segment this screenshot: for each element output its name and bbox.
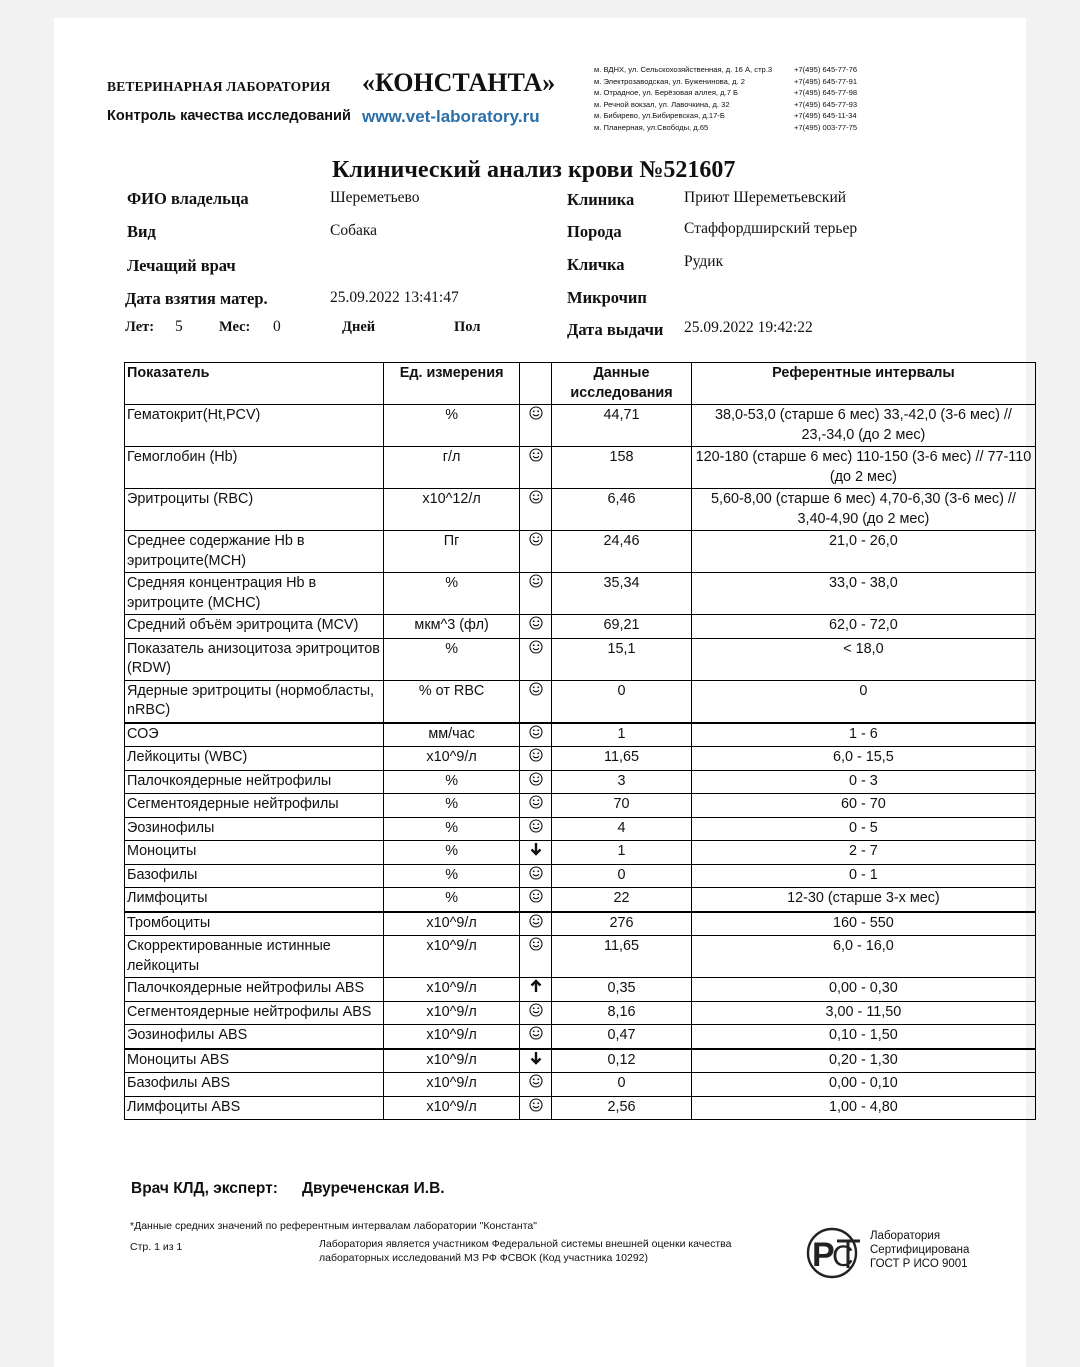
result-value: 6,46	[552, 489, 692, 531]
parameter-unit: % от RBC	[383, 680, 519, 723]
table-row	[125, 680, 1036, 723]
table-row	[125, 489, 1036, 531]
address-phone: +7(495) 645-11-34	[794, 111, 857, 121]
parameter-name: Базофилы	[125, 864, 384, 888]
smiley-normal-icon	[529, 1003, 543, 1017]
parameter-unit: x10^9/л	[383, 1049, 519, 1073]
parameter-unit: %	[383, 817, 519, 841]
months-value: 0	[273, 318, 281, 335]
result-value: 11,65	[552, 936, 692, 978]
result-flag	[520, 794, 552, 818]
months-label: Мес:	[219, 319, 251, 335]
header-result: Данные исследования	[552, 363, 692, 405]
table-row	[125, 770, 1036, 794]
address-row	[594, 99, 857, 111]
result-value: 2,56	[552, 1096, 692, 1120]
table-row	[125, 638, 1036, 680]
date-taken-label: Дата взятия матер.	[125, 289, 268, 308]
reference-range: 0 - 1	[691, 864, 1035, 888]
parameter-unit: %	[383, 888, 519, 912]
result-flag	[520, 1001, 552, 1025]
pet-name-label: Кличка	[567, 255, 625, 274]
smiley-normal-icon	[529, 490, 543, 504]
table-row	[125, 573, 1036, 615]
result-flag	[520, 723, 552, 747]
reference-range: 0 - 5	[691, 817, 1035, 841]
table-row	[125, 447, 1036, 489]
result-flag	[520, 864, 552, 888]
svg-text:С: С	[832, 1240, 854, 1273]
table-row	[125, 1049, 1036, 1073]
fsvok-line-2: лабораторных исследований МЗ РФ ФСВОК (Код участника 10292)	[319, 1252, 649, 1264]
result-flag	[520, 978, 552, 1002]
date-taken-value: 25.09.2022 13:41:47	[330, 289, 459, 306]
issue-date-label: Дата выдачи	[567, 320, 664, 339]
parameter-name: Эозинофилы ABS	[125, 1025, 384, 1049]
result-value: 35,34	[552, 573, 692, 615]
pet-name-value: Рудик	[684, 253, 724, 270]
table-row	[125, 723, 1036, 747]
table-row	[125, 1001, 1036, 1025]
parameter-name: Лейкоциты (WBC)	[125, 747, 384, 771]
smiley-normal-icon	[529, 937, 543, 951]
smiley-normal-icon	[529, 725, 543, 739]
result-value: 3	[552, 770, 692, 794]
results-table	[124, 362, 1036, 1120]
parameter-unit: %	[383, 573, 519, 615]
reference-note: *Данные средних значений по референтным интервалам лаборатории "Константа"	[130, 1220, 537, 1232]
parameter-unit: x10^9/л	[383, 936, 519, 978]
parameter-unit: x10^9/л	[383, 747, 519, 771]
table-row	[125, 531, 1036, 573]
smiley-normal-icon	[529, 448, 543, 462]
result-value: 15,1	[552, 638, 692, 680]
doctor-label: Лечащий врач	[127, 256, 236, 275]
header-flag	[520, 363, 552, 405]
parameter-unit: x10^9/л	[383, 1001, 519, 1025]
table-row	[125, 1073, 1036, 1097]
parameter-unit: %	[383, 794, 519, 818]
certification-logo-icon	[802, 1226, 864, 1280]
address-text: м. Речной вокзал, ул. Лавочкина, д. 32	[594, 99, 730, 109]
cert-line-2: Сертифицирована	[870, 1244, 970, 1256]
years-value: 5	[175, 318, 183, 335]
parameter-unit: x10^9/л	[383, 1096, 519, 1120]
parameter-name: Лимфоциты	[125, 888, 384, 912]
result-value: 11,65	[552, 747, 692, 771]
reference-range: 38,0-53,0 (старше 6 мес) 33,-42,0 (3-6 мес) // 23,-34,0 (до 2 мес)	[691, 405, 1035, 447]
chip-label: Микрочип	[567, 288, 647, 307]
reference-range: 6,0 - 16,0	[691, 936, 1035, 978]
table-row	[125, 936, 1036, 978]
result-flag	[520, 405, 552, 447]
result-value: 0	[552, 864, 692, 888]
parameter-unit: x10^12/л	[383, 489, 519, 531]
smiley-normal-icon	[529, 682, 543, 696]
parameter-unit: мм/час	[383, 723, 519, 747]
smiley-normal-icon	[529, 889, 543, 903]
parameter-name: Скорректированные истинные лейкоциты	[125, 936, 384, 978]
result-value: 0	[552, 1073, 692, 1097]
table-row	[125, 888, 1036, 912]
result-flag	[520, 638, 552, 680]
reference-range: 12-30 (старше 3-х мес)	[691, 888, 1035, 912]
expert-label: Врач КЛД, эксперт:	[131, 1180, 278, 1197]
table-row	[125, 405, 1036, 447]
report-page	[54, 18, 1032, 1367]
species-value: Собака	[330, 222, 378, 239]
result-value: 8,16	[552, 1001, 692, 1025]
result-flag	[520, 1096, 552, 1120]
address-row	[594, 110, 857, 122]
result-flag	[520, 1073, 552, 1097]
issue-date-value: 25.09.2022 19:42:22	[684, 319, 813, 336]
result-value: 4	[552, 817, 692, 841]
header-parameter: Показатель	[125, 363, 384, 405]
address-phone: +7(495) 645-77-91	[794, 76, 858, 86]
owner-label: ФИО владельца	[127, 189, 249, 208]
table-row	[125, 1096, 1036, 1120]
result-flag	[520, 615, 552, 639]
reference-range: 0,00 - 0,10	[691, 1073, 1035, 1097]
result-flag	[520, 1025, 552, 1049]
table-row	[125, 794, 1036, 818]
lab-name: «КОНСТАНТА»	[362, 68, 556, 97]
lab-prefix: ВЕТЕРИНАРНАЯ ЛАБОРАТОРИЯ	[107, 79, 331, 94]
table-row	[125, 912, 1036, 936]
years-label: Лет:	[125, 319, 155, 335]
clinic-label: Клиника	[567, 190, 635, 209]
lab-addresses	[594, 64, 857, 134]
reference-range: < 18,0	[691, 638, 1035, 680]
address-text: м. Бибирево, ул.Бибиревская, д.17-Б	[594, 111, 725, 121]
smiley-normal-icon	[529, 574, 543, 588]
parameter-unit: x10^9/л	[383, 912, 519, 936]
fsvok-line-1: Лаборатория является участником Федеральной системы внешней оценки качества	[319, 1238, 732, 1250]
smiley-normal-icon	[529, 532, 543, 546]
parameter-name: Лимфоциты ABS	[125, 1096, 384, 1120]
parameter-unit: x10^9/л	[383, 1073, 519, 1097]
reference-range: 0 - 3	[691, 770, 1035, 794]
result-value: 70	[552, 794, 692, 818]
smiley-normal-icon	[529, 772, 543, 786]
parameter-name: Моноциты	[125, 841, 384, 865]
parameter-name: Гематокрит(Ht,PCV)	[125, 405, 384, 447]
parameter-name: Базофилы ABS	[125, 1073, 384, 1097]
address-phone: +7(495) 645-77-93	[794, 99, 858, 109]
lab-website-link[interactable]: www.vet-laboratory.ru	[362, 107, 540, 126]
smiley-normal-icon	[529, 1074, 543, 1088]
parameter-unit: %	[383, 864, 519, 888]
clinic-value: Приют Шереметьевский	[684, 189, 847, 206]
reference-range: 6,0 - 15,5	[691, 747, 1035, 771]
reference-range: 62,0 - 72,0	[691, 615, 1035, 639]
result-value: 158	[552, 447, 692, 489]
breed-value: Стаффордширский терьер	[684, 220, 858, 237]
reference-range: 1,00 - 4,80	[691, 1096, 1035, 1120]
address-text: м. Электрозаводская, ул. Буженинова, д. 2	[594, 76, 745, 86]
arrow-down-low-icon	[529, 842, 543, 856]
result-value: 276	[552, 912, 692, 936]
species-label: Вид	[127, 222, 156, 241]
table-row	[125, 615, 1036, 639]
address-phone: +7(495) 645-77-76	[794, 65, 858, 74]
reference-range: 21,0 - 26,0	[691, 531, 1035, 573]
result-flag	[520, 531, 552, 573]
result-value: 44,71	[552, 405, 692, 447]
result-value: 0,47	[552, 1025, 692, 1049]
result-flag	[520, 447, 552, 489]
address-text: м. Отрадное, ул. Берёзовая аллея, д.7 Б	[594, 88, 739, 98]
table-row	[125, 841, 1036, 865]
smiley-normal-icon	[529, 406, 543, 420]
owner-value: Шереметьево	[330, 189, 420, 206]
result-flag	[520, 747, 552, 771]
parameter-unit: %	[383, 841, 519, 865]
address-row	[594, 64, 857, 76]
table-row	[125, 978, 1036, 1002]
result-value: 0,35	[552, 978, 692, 1002]
parameter-unit: Пг	[383, 531, 519, 573]
parameter-unit: мкм^3 (фл)	[383, 615, 519, 639]
address-row	[594, 122, 857, 134]
svg-text:Р: Р	[812, 1236, 835, 1274]
result-value: 0	[552, 680, 692, 723]
table-header-row	[125, 363, 1036, 405]
address-row	[594, 87, 857, 99]
parameter-unit: x10^9/л	[383, 1025, 519, 1049]
reference-range: 0,10 - 1,50	[691, 1025, 1035, 1049]
parameter-name: Тромбоциты	[125, 912, 384, 936]
result-value: 69,21	[552, 615, 692, 639]
table-row	[125, 1025, 1036, 1049]
parameter-unit: %	[383, 405, 519, 447]
smiley-normal-icon	[529, 616, 543, 630]
result-flag	[520, 489, 552, 531]
result-flag	[520, 841, 552, 865]
result-flag	[520, 680, 552, 723]
reference-range: 5,60-8,00 (старше 6 мес) 4,70-6,30 (3-6 мес) // 3,40-4,90 (до 2 мес)	[691, 489, 1035, 531]
smiley-normal-icon	[529, 640, 543, 654]
reference-range: 1 - 6	[691, 723, 1035, 747]
cert-line-3: ГОСТ Р ИСО 9001	[870, 1258, 968, 1270]
parameter-name: Среднее содержание Hb в эритроците(MCH)	[125, 531, 384, 573]
result-flag	[520, 1049, 552, 1073]
arrow-up-high-icon	[529, 979, 543, 993]
reference-range: 33,0 - 38,0	[691, 573, 1035, 615]
result-value: 24,46	[552, 531, 692, 573]
parameter-name: Сегментоядерные нейтрофилы ABS	[125, 1001, 384, 1025]
parameter-name: Гемоглобин (Hb)	[125, 447, 384, 489]
table-row	[125, 864, 1036, 888]
parameter-unit: г/л	[383, 447, 519, 489]
result-value: 0,12	[552, 1049, 692, 1073]
table-row	[125, 817, 1036, 841]
reference-range: 60 - 70	[691, 794, 1035, 818]
smiley-normal-icon	[529, 1026, 543, 1040]
expert-name: Двуреченская И.В.	[302, 1180, 445, 1197]
address-text: м. Планерная, ул.Свободы, д.65	[594, 122, 709, 132]
address-phone: +7(495) 645-77-98	[794, 88, 858, 98]
result-flag	[520, 817, 552, 841]
reference-range: 120-180 (старше 6 мес) 110-150 (3-6 мес) // 77-110 (до 2 мес)	[691, 447, 1035, 489]
reference-range: 2 - 7	[691, 841, 1035, 865]
quality-control-label: Контроль качества исследований	[107, 108, 351, 124]
parameter-name: Средний объём эритроцита (MCV)	[125, 615, 384, 639]
reference-range: 0,20 - 1,30	[691, 1049, 1035, 1073]
parameter-name: Моноциты ABS	[125, 1049, 384, 1073]
header-unit: Ед. измерения	[383, 363, 519, 405]
reference-range: 0,00 - 0,30	[691, 978, 1035, 1002]
result-flag	[520, 936, 552, 978]
parameter-unit: %	[383, 638, 519, 680]
result-flag	[520, 573, 552, 615]
page-number: Стр. 1 из 1	[130, 1241, 183, 1253]
result-flag	[520, 912, 552, 936]
cert-line-1: Лаборатория	[870, 1230, 941, 1242]
smiley-normal-icon	[529, 748, 543, 762]
address-text: м. ВДНХ, ул. Сельскохозяйственная, д. 16 А, стр.3	[594, 65, 773, 74]
table-row	[125, 747, 1036, 771]
parameter-name: Эритроциты (RBC)	[125, 489, 384, 531]
reference-range: 0	[691, 680, 1035, 723]
parameter-name: СОЭ	[125, 723, 384, 747]
parameter-name: Палочкоядерные нейтрофилы	[125, 770, 384, 794]
days-label: Дней	[342, 319, 376, 335]
smiley-normal-icon	[529, 914, 543, 928]
sex-label: Пол	[454, 319, 481, 335]
breed-label: Порода	[567, 222, 622, 241]
result-flag	[520, 888, 552, 912]
arrow-down-low-icon	[529, 1051, 543, 1065]
parameter-name: Показатель анизоцитоза эритроцитов (RDW)	[125, 638, 384, 680]
parameter-name: Сегментоядерные нейтрофилы	[125, 794, 384, 818]
parameter-name: Эозинофилы	[125, 817, 384, 841]
parameter-name: Средняя концентрация Hb в эритроците (MCHC)	[125, 573, 384, 615]
smiley-normal-icon	[529, 819, 543, 833]
parameter-unit: %	[383, 770, 519, 794]
smiley-normal-icon	[529, 795, 543, 809]
reference-range: 3,00 - 11,50	[691, 1001, 1035, 1025]
header-reference: Референтные интервалы	[691, 363, 1035, 405]
smiley-normal-icon	[529, 866, 543, 880]
parameter-name: Палочкоядерные нейтрофилы ABS	[125, 978, 384, 1002]
report-title: Клинический анализ крови №521607	[332, 157, 736, 183]
result-value: 1	[552, 841, 692, 865]
result-value: 1	[552, 723, 692, 747]
parameter-unit: x10^9/л	[383, 978, 519, 1002]
parameter-name: Ядерные эритроциты (нормобласты, nRBC)	[125, 680, 384, 723]
smiley-normal-icon	[529, 1098, 543, 1112]
result-value: 22	[552, 888, 692, 912]
reference-range: 160 - 550	[691, 912, 1035, 936]
result-flag	[520, 770, 552, 794]
address-row	[594, 76, 857, 88]
address-phone: +7(495) 003-77-75	[794, 122, 858, 132]
